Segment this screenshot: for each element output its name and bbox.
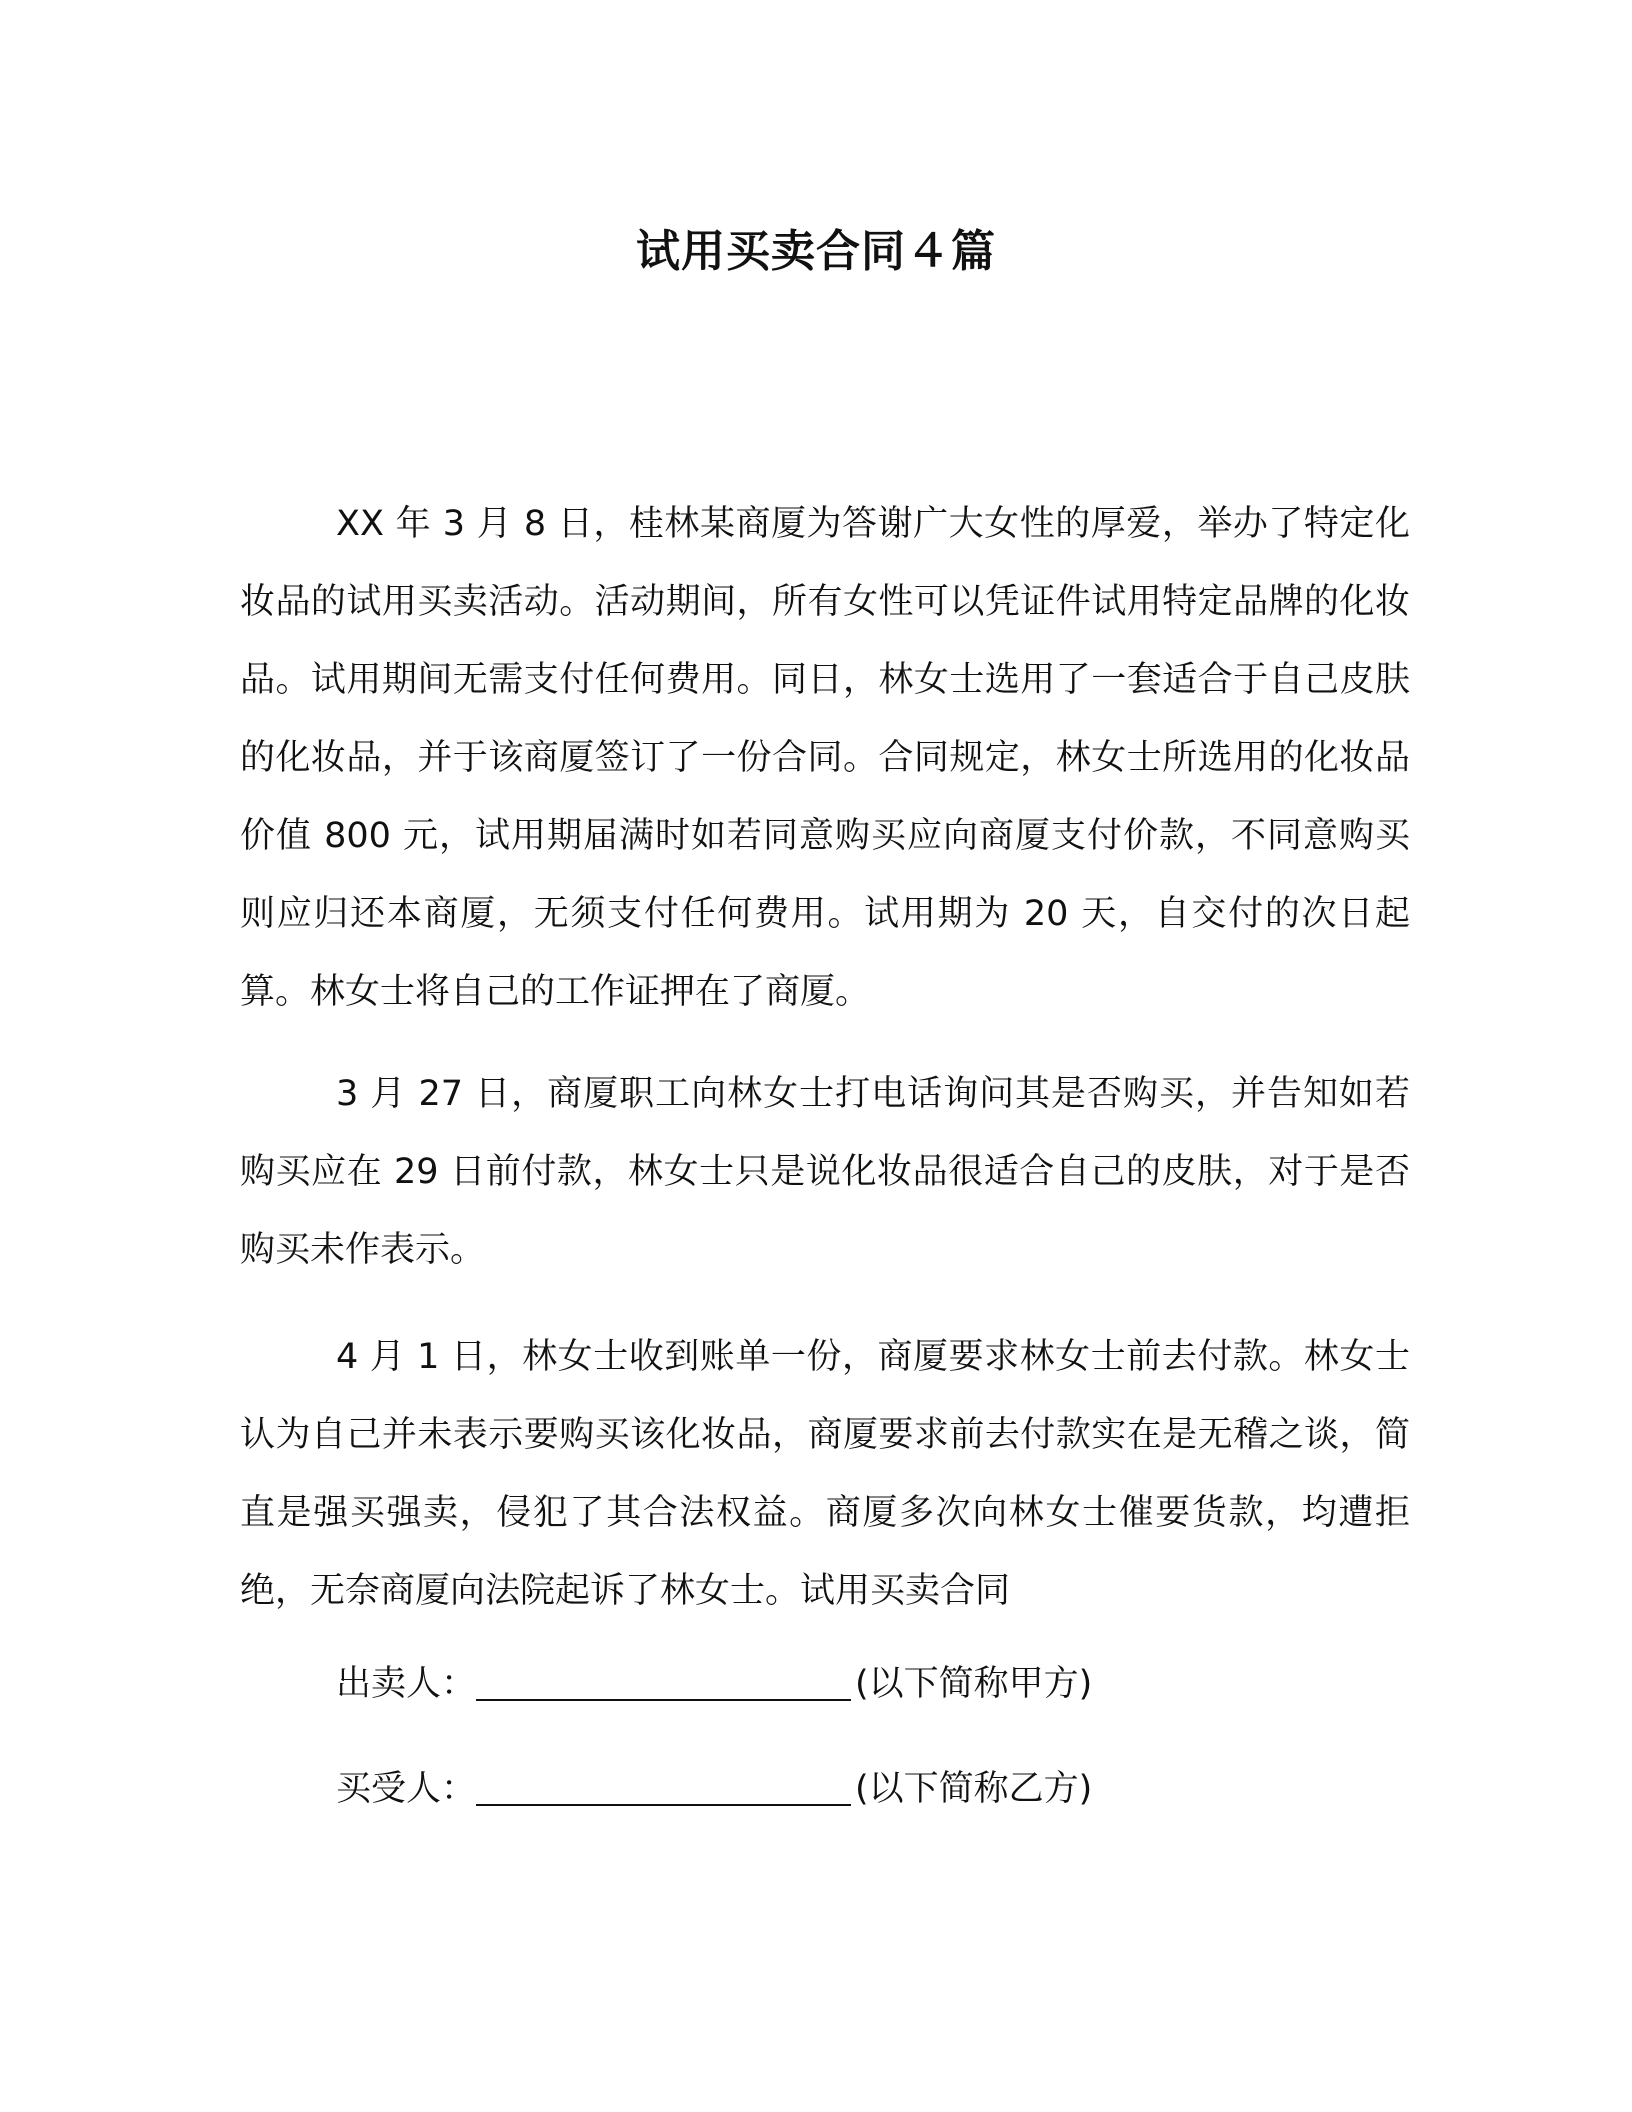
buyer-line — [336, 1759, 1092, 1819]
buyer-note: (以下简称乙方) — [855, 1769, 1093, 1809]
paragraph-phone-inquiry: 3 月 27 日，商厦职工向林女士打电话询问其是否购买，并告知如若购买应在 29 日前付款，林女士只是说化妆品很适合自己的皮肤，对于是否购买未作表示。 — [240, 1074, 1410, 1270]
seller-label: 出卖人： — [336, 1664, 477, 1704]
paragraph-case-background: XX 年 3 月 8 日，桂林某商厦为答谢广大女性的厚爱，举办了特定化妆品的试用买卖活动。活动期间，所有女性可以凭证件试用特定品牌的化妆品。试用期间无需支付任何费用。同日，林女士选用了一套适合于自己皮肤的化妆品，并于该商厦签订了一份合同。合同规定，林女士所选用的化妆品价值 800 元，试用期届满时如若同意购买应向商厦支付价款，不同意购买则应归还本商厦，无须支付任何费用。试用期为 20 天，自交付的次日起算。林女士将自己的工作证押在了商厦。 — [240, 504, 1410, 1012]
paragraph-lawsuit: 4 月 1 日，林女士收到账单一份，商厦要求林女士前去付款。林女士认为自己并未表示要购买该化妆品，商厦要求前去付款实在是无稽之谈，简直是强买强卖，侵犯了其合法权益。商厦多次向林女士催要货款，均遭拒绝，无奈商厦向法院起诉了林女士。试用买卖合同 — [240, 1337, 1410, 1611]
buyer-blank — [476, 1766, 851, 1806]
seller-blank — [476, 1661, 851, 1701]
document-title: 试用买卖合同４篇 — [636, 226, 996, 277]
buyer-label: 买受人： — [336, 1769, 477, 1809]
seller-note: (以下简称甲方) — [855, 1664, 1093, 1704]
seller-line — [336, 1654, 1092, 1714]
